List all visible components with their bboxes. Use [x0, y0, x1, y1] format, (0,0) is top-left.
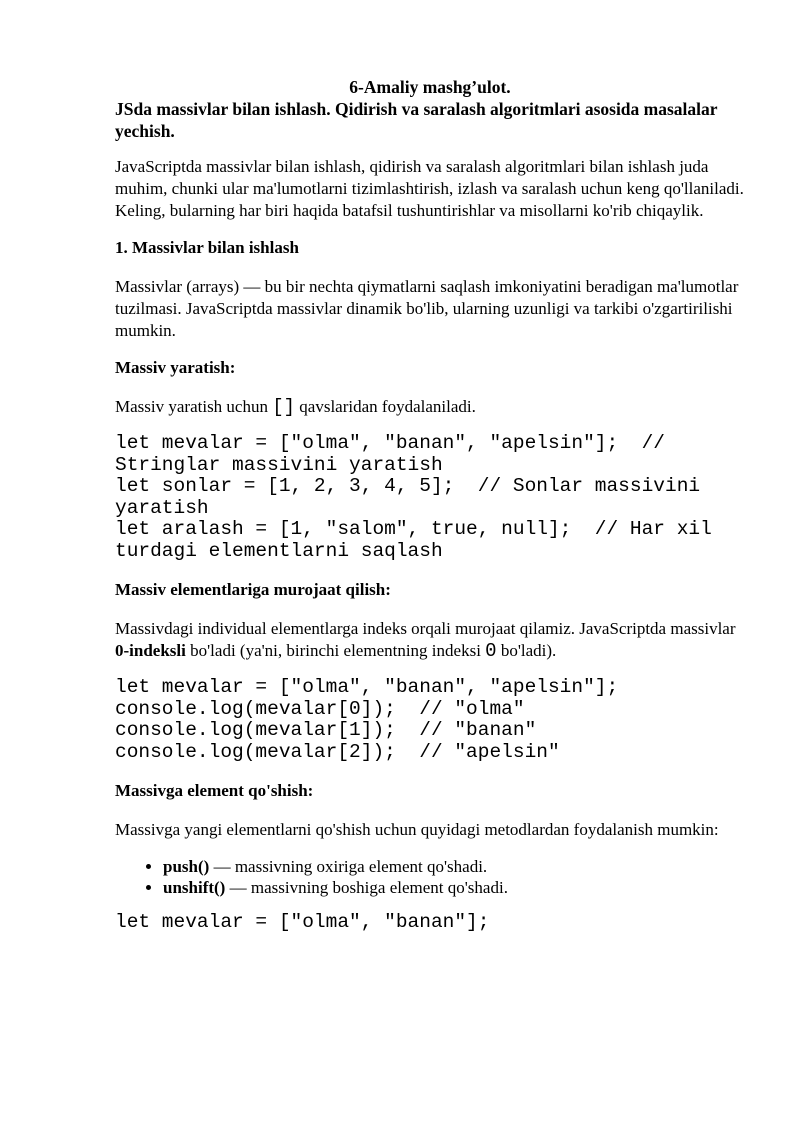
- code-block-access: let mevalar = ["olma", "banan", "apelsin"]; console.log(mevalar[0]); // "olma" console.log(mevalar[1]); // "banan" console.log(mevalar[2]); // "apelsin": [115, 676, 619, 763]
- zero-indexed-bold: 0-indeksli: [115, 641, 186, 660]
- list-item-unshift: [163, 877, 745, 898]
- intro-paragraph: JavaScriptda massivlar bilan ishlash, qidirish va saralash algoritmlari bilan ishlash juda muhim, chunki ular ma'lumotlarni tizimlashtirish, izlash va saralash uchun keng qo'llaniladi. Keling, bularning har biri haqida batafsil tushuntirishlar va misollarni ko'rib chiqaylik.: [115, 157, 744, 220]
- create-text-after: qavslaridan foydalaniladi.: [295, 397, 476, 416]
- add-element-heading: Massivga element qo'shish:: [115, 781, 314, 800]
- document-subtitle: JSda massivlar bilan ishlash. Qidirish va saralash algoritmlari asosida masalalar yechish.: [115, 99, 718, 141]
- methods-list: [115, 856, 745, 898]
- inline-code-brackets: []: [272, 396, 296, 418]
- section-heading-arrays: 1. Massivlar bilan ishlash: [115, 238, 299, 257]
- create-array-heading: Massiv yaratish:: [115, 358, 236, 377]
- access-text-1: Massivdagi individual elementlarga indeks orqali murojaat qilamiz. JavaScriptda massivlar: [115, 619, 736, 638]
- code-block-add: let mevalar = ["olma", "banan"];: [115, 911, 490, 933]
- method-name: unshift(): [163, 878, 226, 897]
- method-description: — massivning boshiga element qo'shadi.: [225, 878, 508, 897]
- access-elements-text: [115, 618, 745, 662]
- method-description: — massivning oxiriga element qo'shadi.: [209, 857, 488, 876]
- access-text-3: bo'ladi).: [496, 641, 557, 660]
- inline-code-zero: 0: [485, 640, 497, 662]
- access-text-2: bo'ladi (ya'ni, birinchi elementning indeksi: [185, 641, 486, 660]
- create-array-text: [115, 396, 745, 418]
- list-item-push: [163, 856, 745, 877]
- code-block-create: let mevalar = ["olma", "banan", "apelsin"]; // Stringlar massivini yaratish let sonlar = [1, 2, 3, 4, 5]; // Sonlar massivini yaratish let aralash = [1, "salom", true, null]; // Har xil turdagi elementlarni saqlash: [115, 432, 712, 562]
- create-text-before: Massiv yaratish uchun: [115, 397, 273, 416]
- arrays-description: Massivlar (arrays) — bu bir nechta qiymatlarni saqlash imkoniyatini beradigan ma'lumotlar tuzilmasi. JavaScriptda massivlar dinamik bo'lib, ularning uzunligi va tarkibi o'zgartirilishi mumkin.: [115, 277, 739, 340]
- document-title: 6-Amaliy mashg’ulot.: [349, 77, 511, 97]
- method-name: push(): [163, 857, 210, 876]
- document-page: [115, 76, 745, 951]
- add-element-text: Massivga yangi elementlarni qo'shish uchun quyidagi metodlardan foydalanish mumkin:: [115, 820, 719, 839]
- access-elements-heading: Massiv elementlariga murojaat qilish:: [115, 580, 391, 599]
